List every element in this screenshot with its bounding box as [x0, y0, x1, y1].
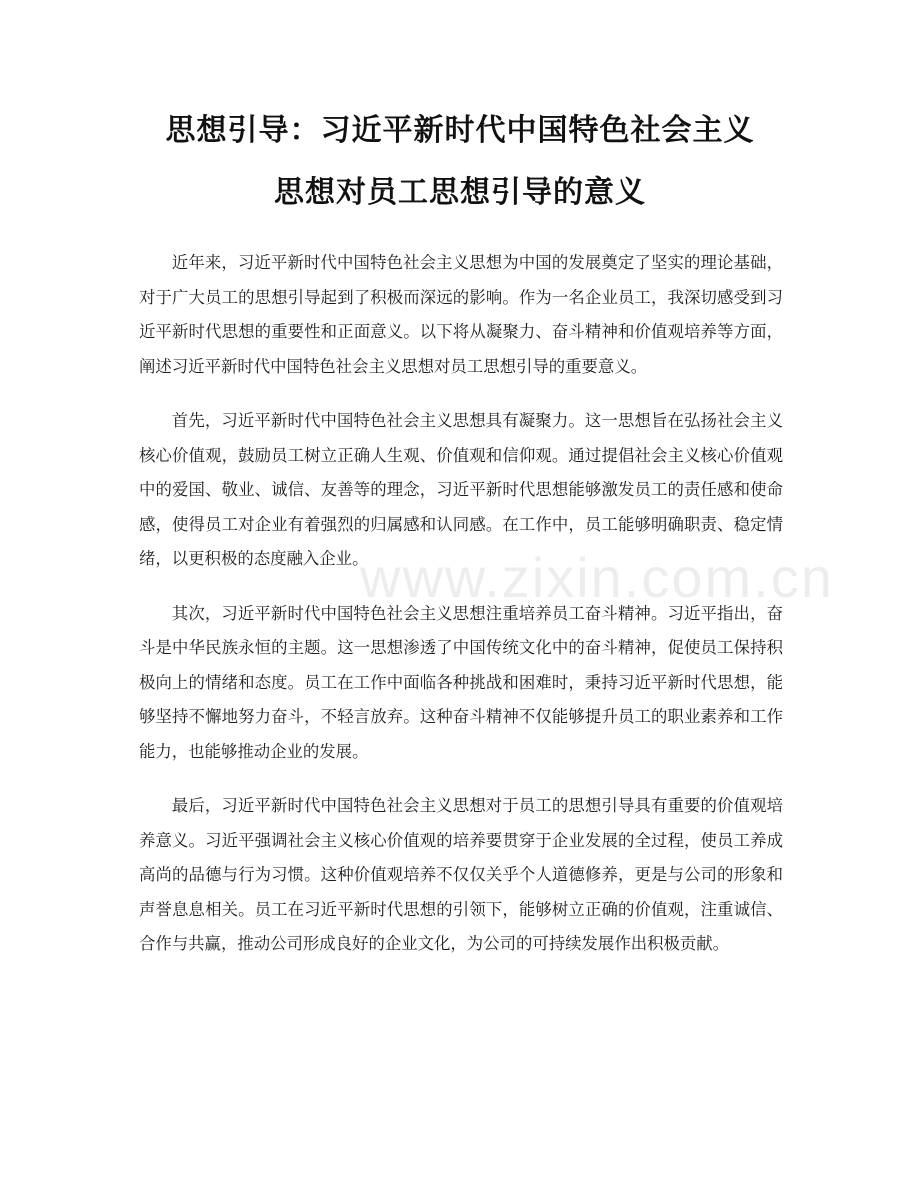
paragraph-cohesion: 首先，习近平新时代中国特色社会主义思想具有凝聚力。这一思想旨在弘扬社会主义核心价值观，鼓励员工树立正确人生观、价值观和信仰观。通过提倡社会主义核心价值观中的爱国、敬业、诚信、友善等的理念，习近平新时代思想能够激发员工的责任感和使命感，使得员工对企业有着强烈的归属感和认同感。在工作中，员工能够明确职责、稳定情绪，以更积极的态度融入企业。 — [139, 411, 783, 568]
title-line-1: 思想引导：习近平新时代中国特色社会主义 — [165, 113, 755, 148]
paragraph-striving-spirit: 其次，习近平新时代中国特色社会主义思想注重培养员工奋斗精神。习近平指出，奋斗是中华民族永恒的主题。这一思想渗透了中国传统文化中的奋斗精神，促使员工保持积极向上的情绪和态度。员工在工作中面临各种挑战和困难时，秉持习近平新时代思想，能够坚持不懈地努力奋斗，不轻言放弃。这种奋斗精神不仅能够提升员工的职业素养和工作能力，也能够推动企业的发展。 — [139, 603, 783, 761]
paragraph-intro: 近年来，习近平新时代中国特色社会主义思想为中国的发展奠定了坚实的理论基础，对于广大员工的思想引导起到了积极而深远的影响。作为一名企业员工，我深切感受到习近平新时代思想的重要性和正面意义。以下将从凝聚力、奋斗精神和价值观培养等方面，阐述习近平新时代中国特色社会主义思想对员工思想引导的重要意义。 — [139, 253, 783, 376]
document-body — [139, 246, 783, 982]
document-title — [110, 100, 810, 224]
paragraph-values: 最后，习近平新时代中国特色社会主义思想对于员工的思想引导具有重要的价值观培养意义。习近平强调社会主义核心价值观的培养要贯穿于企业发展的全过程，使员工养成高尚的品德与行为习惯。这种价值观培养不仅仅关乎个人道德修养，更是与公司的形象和声誉息息相关。员工在习近平新时代思想的引领下，能够树立正确的价值观，注重诚信、合作与共赢，推动公司形成良好的企业文化，为公司的可持续发展作出积极贡献。 — [139, 796, 783, 953]
watermark-text: www.zixin.com.cn — [360, 546, 834, 609]
title-line-2: 思想对员工思想引导的意义 — [274, 175, 646, 210]
